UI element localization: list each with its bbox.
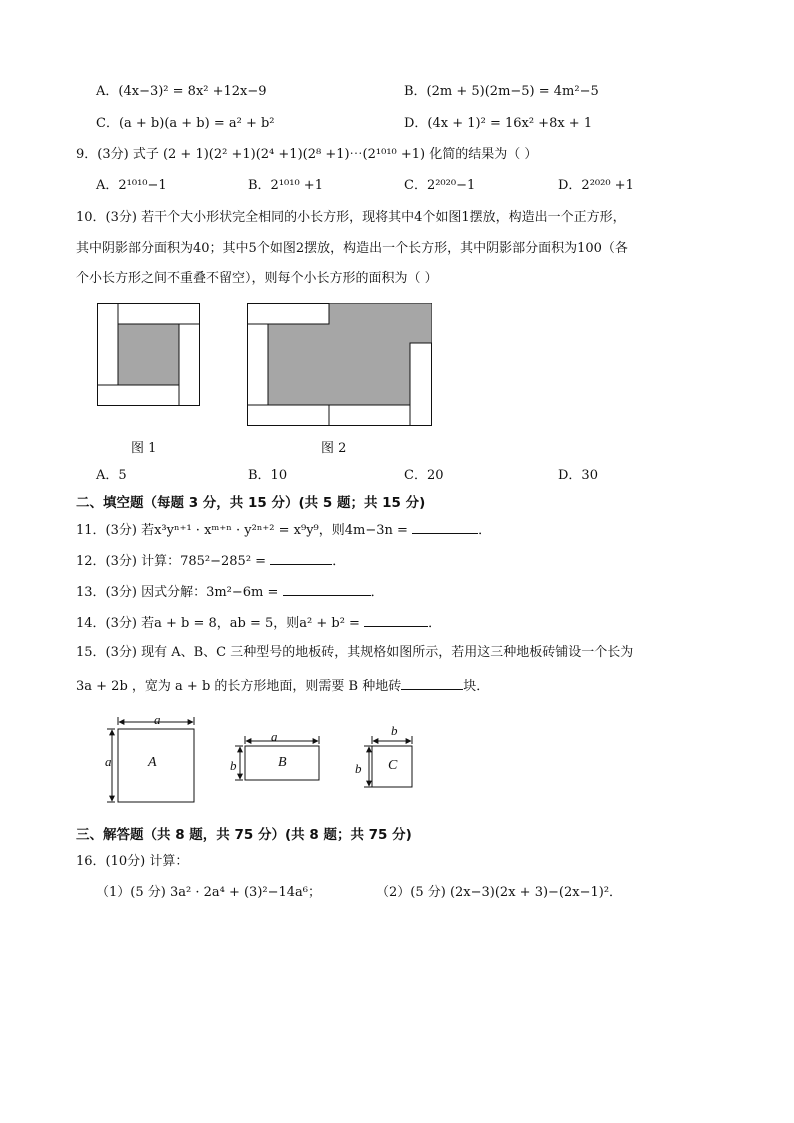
q15-stem-line1: 15．(3分) 现有 A、B、C 三种型号的地板砖，其规格如图所示，若用这三种地板砖铺设一个长为 xyxy=(76,645,634,660)
q9-option-b: B．2¹⁰¹⁰ +1 xyxy=(248,178,323,193)
figure-2-caption: 图 2 xyxy=(321,441,347,456)
figure-2-rectangle-diagram xyxy=(247,303,433,427)
q11-text: 11．(3分) 若x³yⁿ⁺¹ · xᵐ⁺ⁿ · y²ⁿ⁺² = x⁹y⁹，则4m−3n = xyxy=(76,523,408,538)
q9-option-a: A．2¹⁰¹⁰−1 xyxy=(96,178,167,193)
q14-answer-blank[interactable] xyxy=(364,613,428,627)
q9-option-c: C．2²⁰²⁰−1 xyxy=(404,178,476,193)
q10-stem-line1: 10．(3分) 若干个大小形状完全相同的小长方形，现将其中4个如图1摆放，构造出一个正方形， xyxy=(76,210,626,225)
q12-answer-blank[interactable] xyxy=(270,551,332,565)
tile-c-top-label: b xyxy=(391,723,398,738)
q12-end: ． xyxy=(332,554,346,569)
q10-stem-line2: 其中阴影部分面积为40；其中5个如图2摆放，构造出一个长方形，其中阴影部分面积为100（各 xyxy=(76,241,628,256)
q10-option-c: C．20 xyxy=(404,468,444,483)
figure-1-caption: 图 1 xyxy=(131,441,157,456)
q13-text: 13．(3分) 因式分解：3m²−6m = xyxy=(76,585,279,600)
section-3-title: 三、解答题（共 8 题，共 75 分）(共 8 题；共 75 分) xyxy=(76,827,412,843)
q14-line xyxy=(76,613,441,633)
q12-line xyxy=(76,551,345,571)
q14-end: ． xyxy=(428,616,442,631)
q15-line2 xyxy=(76,676,489,696)
tile-b-top-label: a xyxy=(271,729,278,744)
q16-part-1: （1）(5 分) 3a² · 2a⁴ + (3)²−14a⁶； xyxy=(96,885,321,900)
q16-stem: 16．(10分) 计算： xyxy=(76,854,189,869)
q8-option-a: A．(4x−3)² = 8x² +12x−9 xyxy=(96,84,267,99)
tile-a-side-label: a xyxy=(105,754,112,769)
q15-stem-line2: 3a + 2b ，宽为 a + b 的长方形地面，则需要 B 种地砖 xyxy=(76,679,402,694)
q10-option-d: D．30 xyxy=(558,468,598,483)
tile-b-label: B xyxy=(278,755,287,770)
tile-a-label: A xyxy=(148,755,157,770)
tile-c-side-label: b xyxy=(355,761,362,776)
q15-end: 块． xyxy=(463,679,490,694)
figure-1-square-diagram xyxy=(97,303,201,407)
q10-stem-line3: 个小长方形之间不重叠不留空），则每个小长方形的面积为（ ） xyxy=(76,271,438,286)
q11-line xyxy=(76,520,491,540)
q9-option-d: D．2²⁰²⁰ +1 xyxy=(558,178,634,193)
q13-answer-blank[interactable] xyxy=(283,582,371,596)
q8-option-b: B．(2m + 5)(2m−5) = 4m²−5 xyxy=(404,84,599,99)
q10-option-b: B．10 xyxy=(248,468,288,483)
q14-text: 14．(3分) 若a + b = 8，ab = 5，则a² + b² = xyxy=(76,616,360,631)
q10-option-a: A．5 xyxy=(96,468,127,483)
q12-text: 12．(3分) 计算：785²−285² = xyxy=(76,554,267,569)
tile-b-side-label: b xyxy=(230,758,237,773)
q8-option-c: C．(a + b)(a + b) = a² + b² xyxy=(96,116,275,131)
section-2-title: 二、填空题（每题 3 分，共 15 分）(共 5 题；共 15 分) xyxy=(76,495,426,511)
q9-stem: 9．(3分) 式子 (2 + 1)(2² +1)(2⁴ +1)(2⁸ +1)⋯(2¹⁰¹⁰ +1) 化简的结果为（ ） xyxy=(76,147,538,162)
q16-part-2: （2）(5 分) (2x−3)(2x + 3)−(2x−1)²． xyxy=(376,885,623,900)
q11-answer-blank[interactable] xyxy=(412,520,478,534)
q11-end: ． xyxy=(478,523,492,538)
q13-end: ． xyxy=(370,585,384,600)
tile-c-label: C xyxy=(388,758,398,773)
q8-option-d: D．(4x + 1)² = 16x² +8x + 1 xyxy=(404,116,593,131)
fig1-shaded-region xyxy=(118,324,179,385)
q13-line xyxy=(76,582,384,602)
q15-answer-blank[interactable] xyxy=(401,676,463,690)
tile-a-top-label: a xyxy=(154,712,161,727)
